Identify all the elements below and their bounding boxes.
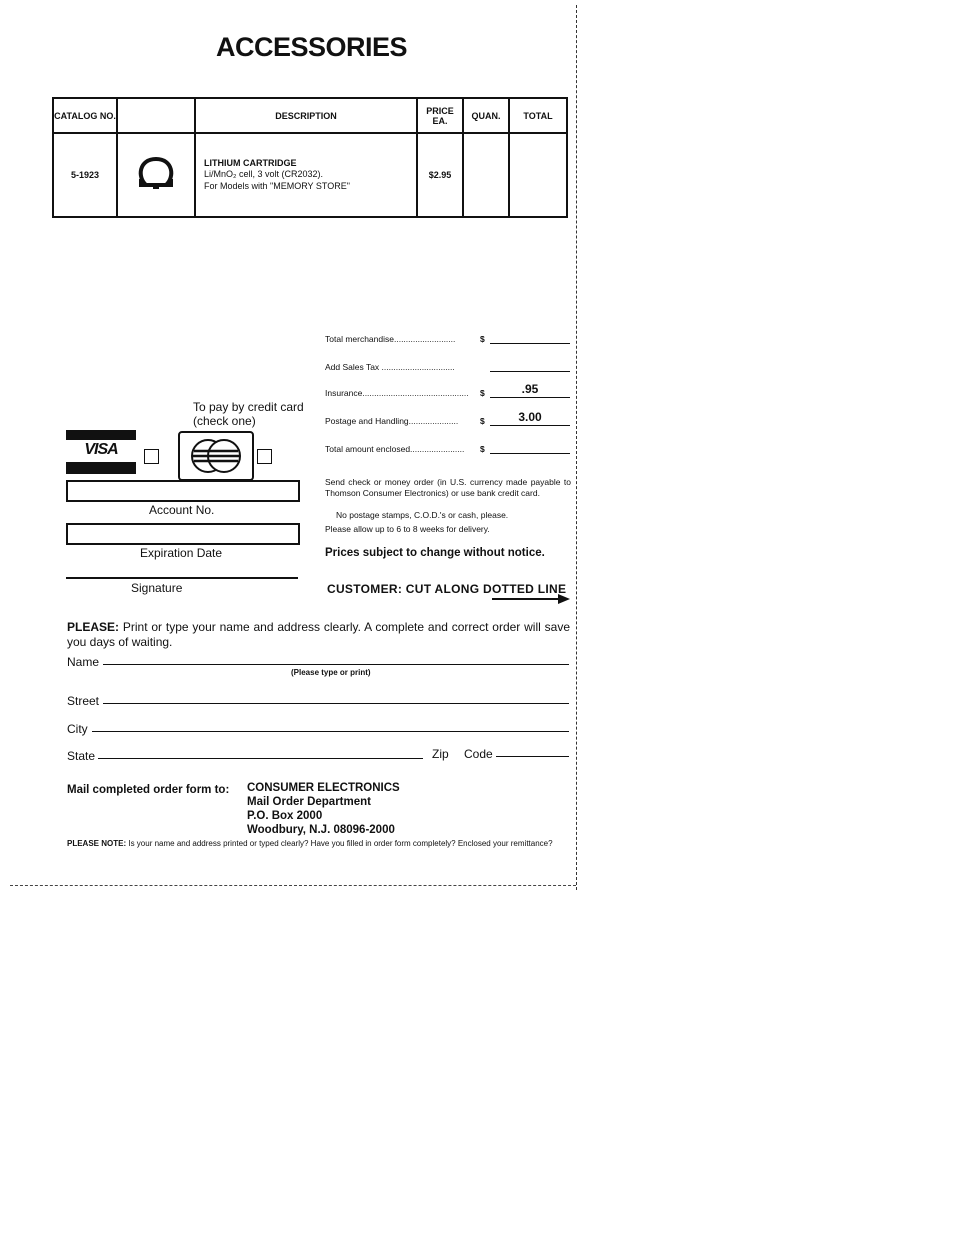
street-label: Street [67, 694, 100, 708]
cut-notice: CUSTOMER: CUT ALONG DOTTED LINE [327, 582, 567, 596]
header-total: TOTAL [509, 98, 567, 133]
prices-notice: Prices subject to change without notice. [325, 547, 545, 559]
city-field[interactable] [92, 731, 569, 732]
payment-instructions: To pay by credit card (check one) [193, 400, 304, 428]
account-label: Account No. [149, 503, 215, 517]
account-number-field[interactable] [66, 480, 300, 502]
signature-label: Signature [131, 581, 183, 595]
table-row [53, 133, 567, 217]
arrow-right-icon [492, 593, 572, 605]
product-compat: For Models with "MEMORY STORE" [204, 181, 350, 191]
cut-line-horizontal [10, 885, 576, 886]
product-spec: Li/MnO₂ cell, 3 volt (CR2032). [204, 169, 324, 179]
mailing-address: CONSUMER ELECTRONICS Mail Order Department P.O. Box 2000 Woodbury, N.J. 08096-2000 [247, 782, 400, 836]
zip-label: Zip [432, 747, 449, 761]
header-quan: QUAN. [463, 98, 509, 133]
mastercard-checkbox[interactable] [257, 449, 272, 464]
name-label: Name [67, 655, 100, 669]
mastercard-logo [178, 431, 254, 481]
summary-postage: Postage and Handling..................... $ 3.00 [325, 412, 570, 426]
summary-total: Total amount enclosed....................... $ [325, 440, 570, 454]
street-field[interactable] [103, 703, 569, 704]
delivery-text: Please allow up to 6 to 8 weeks for delivery. [325, 524, 490, 534]
code-label: Code [464, 747, 493, 761]
page-title: ACCESSORIES [216, 32, 408, 62]
header-description: DESCRIPTION [195, 98, 417, 133]
cut-line-vertical [576, 5, 577, 890]
total-cell[interactable] [509, 133, 567, 217]
visa-checkbox[interactable] [144, 449, 159, 464]
state-field[interactable] [98, 758, 423, 759]
insurance-value: .95 [521, 382, 539, 396]
summary-insurance: Insurance............................................. $ .95 [325, 384, 570, 398]
summary-tax: Add Sales Tax ............................... [325, 358, 570, 372]
product-image-cell [117, 133, 195, 217]
table-header-row [53, 98, 567, 133]
please-note: PLEASE NOTE: Is your name and address printed or typed clearly? Have you filled in order form completely? Enclosed your remittance? [67, 839, 553, 848]
expiration-label: Expiration Date [140, 546, 223, 560]
state-label: State [67, 749, 96, 763]
visa-logo: VISA [66, 430, 136, 474]
merchandise-field[interactable] [490, 343, 570, 344]
lithium-cartridge-icon [131, 149, 181, 199]
expiration-date-field[interactable] [66, 523, 300, 545]
header-price: PRICE EA. [417, 98, 463, 133]
product-name: LITHIUM CARTRIDGE [204, 158, 297, 168]
signature-field[interactable] [66, 577, 298, 579]
header-image [117, 98, 195, 133]
city-label: City [67, 722, 88, 736]
description-cell [195, 133, 417, 217]
mail-intro: Mail completed order form to: [67, 784, 230, 796]
accessories-table [52, 97, 568, 218]
please-instruction: PLEASE: Print or type your name and address clearly. A complete and correct order will save you days of waiting. [67, 620, 570, 649]
name-field[interactable] [103, 664, 569, 665]
summary-merchandise: Total merchandise.......................... $ [325, 330, 570, 344]
send-check-text: Send check or money order (in U.S. currency made payable to Thomson Consumer Electronics) or use bank credit card. [325, 477, 571, 498]
quantity-cell[interactable] [463, 133, 509, 217]
price-cell: $2.95 [417, 133, 463, 217]
mastercard-icon [180, 433, 252, 479]
header-catalog: CATALOG NO. [53, 98, 117, 133]
postage-value: 3.00 [518, 410, 542, 424]
catalog-number: 5-1923 [53, 133, 117, 217]
tax-field[interactable] [490, 371, 570, 372]
no-stamps-text: No postage stamps, C.O.D.'s or cash, please. [336, 510, 509, 520]
total-enclosed-field[interactable] [490, 453, 570, 454]
zip-field[interactable] [496, 756, 569, 757]
name-hint: (Please type or print) [291, 668, 371, 677]
